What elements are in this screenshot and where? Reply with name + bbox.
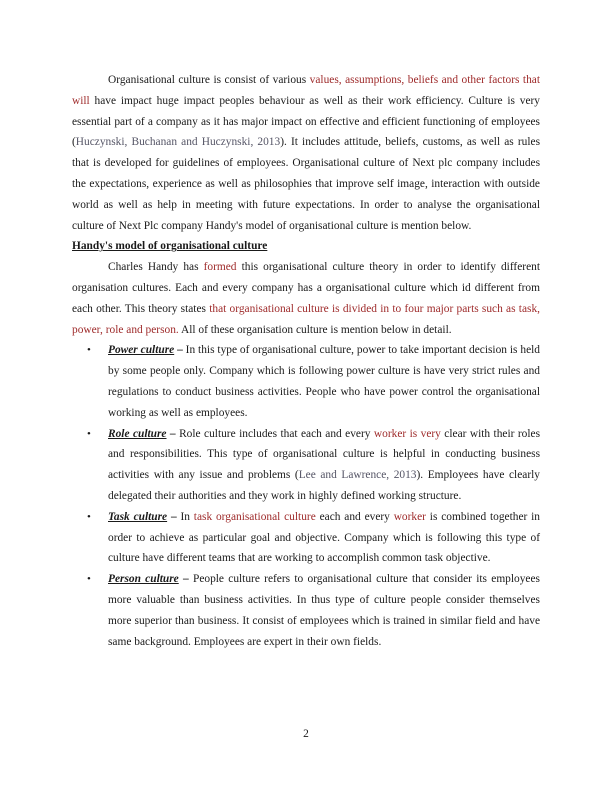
term-power-culture: Power culture bbox=[108, 344, 175, 357]
term-role-culture: Role culture bbox=[108, 427, 167, 440]
page-number: 2 bbox=[303, 728, 309, 740]
section-heading: Handy's model of organisational culture bbox=[72, 240, 268, 253]
highlighted-text: that organisational culture is divided in to four major parts such as task, power, role and person. bbox=[72, 302, 540, 336]
list-item-power-culture: • Power culture – In this type of organisational culture, power to take important decision is held by some people only. Company which is following power culture is have very strict rules and regulations to conduct business activities. People who have power control the organisational working as well as employees. bbox=[72, 340, 540, 423]
bullet-icon: • bbox=[87, 510, 91, 523]
document-body bbox=[72, 70, 540, 652]
term-task-culture: Task culture bbox=[108, 510, 168, 523]
highlighted-text: formed bbox=[203, 261, 237, 274]
highlighted-text: worker is very bbox=[373, 427, 441, 440]
list-item-task-culture: • Task culture – In task organisational culture each and every worker is combined together in order to achieve as particular goal and objective. Company which is following this type of culture have different teams that are working to accomplish common task objective. bbox=[72, 507, 540, 569]
citation: Lee and Lawrence, 2013 bbox=[298, 469, 417, 482]
term-person-culture: Person culture bbox=[108, 573, 179, 586]
highlighted-text: values, assumptions, beliefs and other factors that will bbox=[72, 74, 540, 107]
list-item-role-culture: • Role culture – Role culture includes that each and every worker is very clear with their roles and responsibilities. This type of organisational culture is helpful in conducting business activities with any issue and problems (Lee and Lawrence, 2013). Employees have clearly delegated their authorities and they work in highly defined working structure. bbox=[72, 424, 540, 507]
handy-paragraph: Charles Handy has formed this organisational culture theory in order to identify different organisation cultures. Each and every company has a organisational culture which id different from each other. This theory states that organisational culture is divided in to four major parts such as task, power, role and person. All of these organisation culture is mention below in detail. bbox=[72, 261, 540, 336]
list-item-person-culture: • Person culture – People culture refers to organisational culture that consider its employees more valuable than business activities. In thus type of culture people consider themselves more superior than business. It consist of employees which is trained in similar field and have same background. Employees are expert in their own fields. bbox=[72, 569, 540, 652]
highlighted-text: task organisational culture bbox=[193, 510, 316, 523]
citation: Huczynski, Buchanan and Huczynski, 2013 bbox=[75, 136, 281, 149]
culture-types-list bbox=[72, 340, 540, 652]
bullet-icon: • bbox=[87, 427, 91, 440]
highlighted-text: worker bbox=[393, 510, 426, 523]
bullet-icon: • bbox=[87, 344, 91, 357]
bullet-icon: • bbox=[87, 573, 91, 586]
intro-paragraph: Organisational culture is consist of various values, assumptions, beliefs and other factors that will have impact huge impact peoples behaviour as well as their work efficiency. Culture is very essential part of a company as it has major impact on effective and efficient functioning of employees (Huczynski, Buchanan and Huczynski, 2013). It includes attitude, beliefs, customs, as well as rules that is developed for guidelines of employees. Organisational culture of Next plc company includes the expectations, experience as well as philosophies that improve self image, interaction with outside world as well as help in meeting with future expectations. In order to analyse the organisational culture of Next Plc company Handy's model of organisational culture is mention below. bbox=[72, 74, 540, 232]
